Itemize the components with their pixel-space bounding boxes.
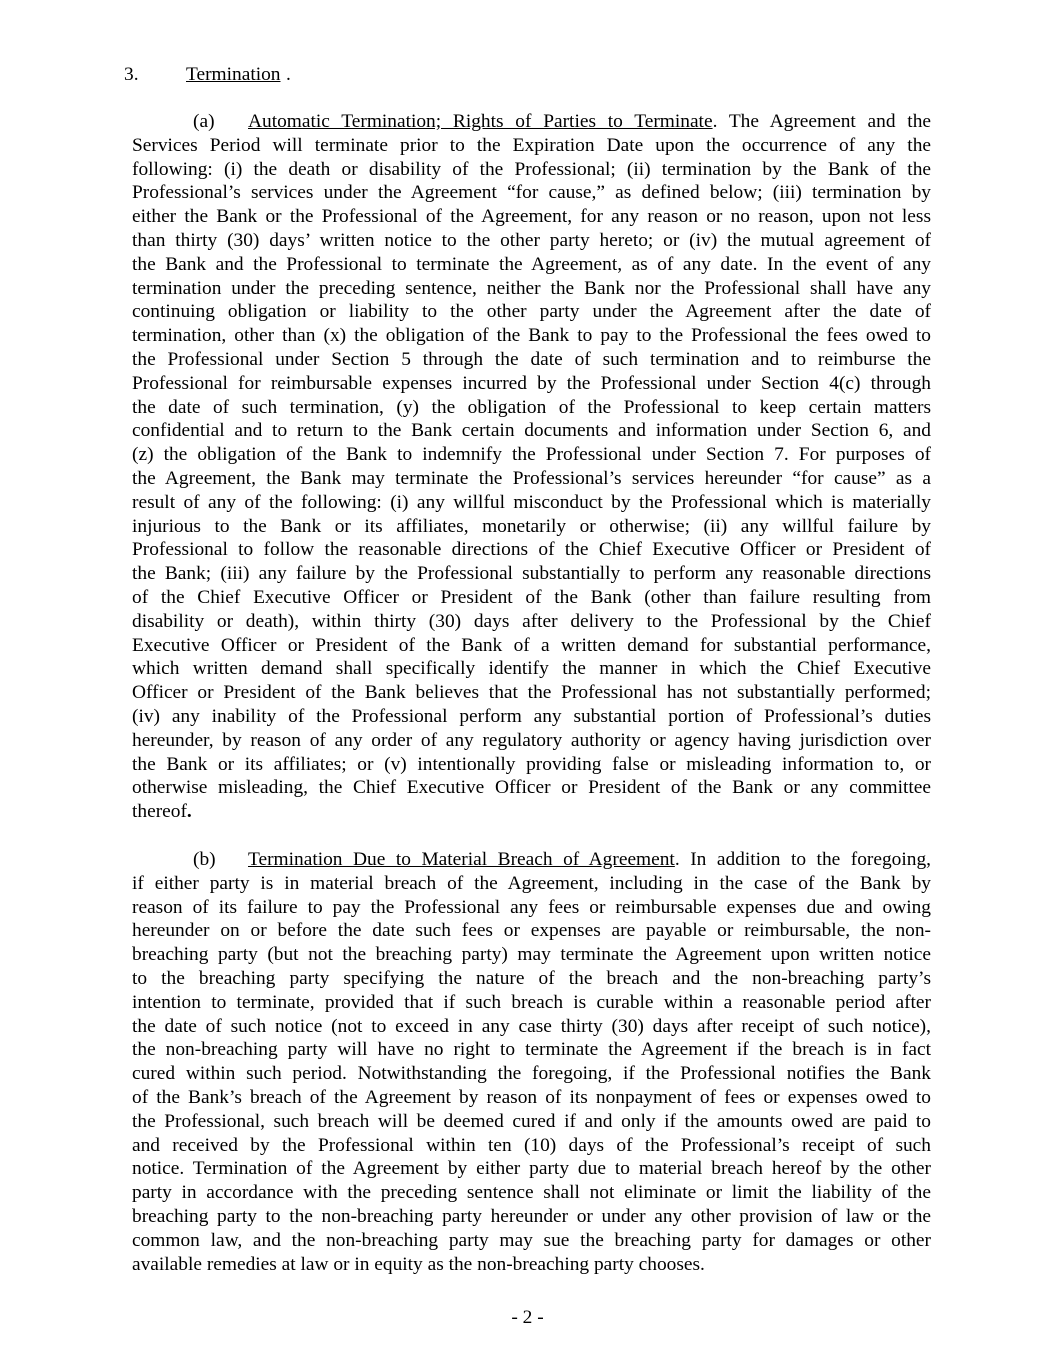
paragraph-a-line: Officer or President of the Bank believes that the Professional has not substantially performed; xyxy=(132,682,931,704)
paragraph-a-line: of the Chief Executive Officer or President of the Bank (other than failure resulting from xyxy=(132,586,931,608)
paragraph-b-label: (b) xyxy=(193,849,216,870)
paragraph-a-line: either the Bank or the Professional of the Agreement, for any reason or no reason, upon not less xyxy=(132,206,931,228)
paragraph-a-line: Executive Officer or President of the Bank of a written demand for substantial performance, xyxy=(132,634,931,656)
paragraph-a-line: termination under the preceding sentence, neither the Bank nor the Professional shall have any xyxy=(132,277,931,299)
paragraph-a xyxy=(132,110,931,824)
paragraph-b-line: notice. Termination of the Agreement by either party due to material breach hereof by the other xyxy=(132,1158,931,1180)
paragraph-a-line: the Bank and the Professional to terminate the Agreement, as of any date. In the event of any xyxy=(132,253,931,275)
paragraph-b-line: of the Bank’s breach of the Agreement by reason of its nonpayment of fees or expenses owed to xyxy=(132,1086,931,1108)
paragraph-b-line: breaching party to the non-breaching party hereunder or under any other provision of law or the xyxy=(132,1205,931,1227)
paragraph-a-line: confidential and to return to the Bank certain documents and information under Section 6, and xyxy=(132,420,931,442)
paragraph-a-line: termination, other than (x) the obligation of the Bank to pay to the Professional the fees owed to xyxy=(132,325,931,347)
paragraph-a-last-line xyxy=(132,800,931,824)
paragraph-a-line: following: (i) the death or disability of the Professional; (ii) termination by the Bank of the xyxy=(132,158,931,180)
paragraph-a-first-line xyxy=(132,110,931,134)
paragraph-a-line: which written demand shall specifically identify the manner in which the Chief Executive xyxy=(132,658,931,680)
paragraph-a-line: (iv) any inability of the Professional perform any substantial portion of Professional’s duties xyxy=(132,705,931,727)
paragraph-a-line: the Professional under Section 5 through the date of such termination and to reimburse the xyxy=(132,348,931,370)
section-number: 3. xyxy=(124,64,139,85)
paragraph-a-line: Professional for reimbursable expenses incurred by the Professional under Section 4(c) through xyxy=(132,372,931,394)
paragraph-b-line: the non-breaching party will have no right to terminate the Agreement if the breach is in fact xyxy=(132,1039,931,1061)
section-title-period: . xyxy=(286,64,291,85)
page-number: - 2 - xyxy=(511,1307,544,1328)
paragraph-a-line: Services Period will terminate prior to the Expiration Date upon the occurrence of any the xyxy=(132,134,931,156)
section-title: Termination xyxy=(186,64,281,85)
paragraph-a-bold-period: . xyxy=(186,801,192,823)
paragraph-b xyxy=(132,848,931,1276)
paragraph-b-first-line xyxy=(132,848,931,872)
paragraph-a-line: continuing obligation or liability to the other party under the Agreement after the date of xyxy=(132,301,931,323)
paragraph-b-line: hereunder on or before the date such fees or expenses are payable or reimbursable, the non- xyxy=(132,920,931,942)
paragraph-a-line: result of any of the following: (i) any willful misconduct by the Professional which is materially xyxy=(132,491,931,513)
paragraph-b-line: breaching party (but not the breaching party) may terminate the Agreement upon written notice xyxy=(132,944,931,966)
paragraph-a-line: Professional to follow the reasonable directions of the Chief Executive Officer or President of xyxy=(132,539,931,561)
paragraph-a-line: hereunder, by reason of any order of any regulatory authority or agency having jurisdiction over xyxy=(132,729,931,751)
paragraph-a-line: the date of such termination, (y) the obligation of the Professional to keep certain matters xyxy=(132,396,931,418)
paragraph-a-line: Professional’s services under the Agreement “for cause,” as defined below; (iii) termination by xyxy=(132,182,931,204)
paragraph-b-line: to the breaching party specifying the nature of the breach and the non-breaching party’s xyxy=(132,967,931,989)
paragraph-b-line: party in accordance with the preceding sentence shall not eliminate or limit the liability of the xyxy=(132,1182,931,1204)
paragraph-a-label: (a) xyxy=(193,111,215,132)
paragraph-b-heading: Termination Due to Material Breach of Agreement xyxy=(248,849,675,870)
paragraph-a-line: injurious to the Bank or its affiliates, monetarily or otherwise; (ii) any willful failure by xyxy=(132,515,931,537)
paragraph-a-line: the Bank; (iii) any failure by the Professional substantially to perform any reasonable directions xyxy=(132,563,931,585)
paragraph-b-first-text: . In addition to the foregoing, xyxy=(674,849,931,870)
paragraph-a-line: otherwise misleading, the Chief Executive Officer or President of the Bank or any committee xyxy=(132,777,931,799)
paragraph-b-line: intention to terminate, provided that if such breach is curable within a reasonable period after xyxy=(132,991,931,1013)
paragraph-b-line: reason of its failure to pay the Professional any fees or reimbursable expenses due and owing xyxy=(132,896,931,918)
paragraph-b-line: the date of such notice (not to exceed in any case thirty (30) days after receipt of such notice), xyxy=(132,1015,931,1037)
paragraph-a-line: than thirty (30) days’ written notice to the other party hereto; or (iv) the mutual agreement of xyxy=(132,229,931,251)
paragraph-b-line: and received by the Professional within ten (10) days of the Professional’s receipt of such xyxy=(132,1134,931,1156)
paragraph-b-line: the Professional, such breach will be deemed cured if and only if the amounts owed are paid to xyxy=(132,1110,931,1132)
paragraph-a-line: (z) the obligation of the Bank to indemnify the Professional under Section 7. For purposes of xyxy=(132,444,931,466)
paragraph-b-line: if either party is in material breach of the Agreement, including in the case of the Bank by xyxy=(132,872,931,894)
paragraph-b-line: cured within such period. Notwithstanding the foregoing, if the Professional notifies the Bank xyxy=(132,1063,931,1085)
paragraph-a-line: the Bank or its affiliates; or (v) intentionally providing false or misleading information to, or xyxy=(132,753,931,775)
paragraph-a-first-text: . The Agreement and the xyxy=(712,111,931,132)
paragraph-a-last-text: thereof xyxy=(132,801,187,823)
paragraph-a-line: disability or death), within thirty (30) days after delivery to the Professional by the Chief xyxy=(132,610,931,632)
paragraph-a-heading: Automatic Termination; Rights of Parties to Terminate xyxy=(248,111,713,132)
paragraph-a-line: the Agreement, the Bank may terminate the Professional’s services hereunder “for cause” as a xyxy=(132,467,931,489)
paragraph-b-line: common law, and the non-breaching party may sue the breaching party for damages or other xyxy=(132,1229,931,1251)
paragraph-b-last-line: available remedies at law or in equity as the non-breaching party chooses. xyxy=(132,1253,705,1275)
